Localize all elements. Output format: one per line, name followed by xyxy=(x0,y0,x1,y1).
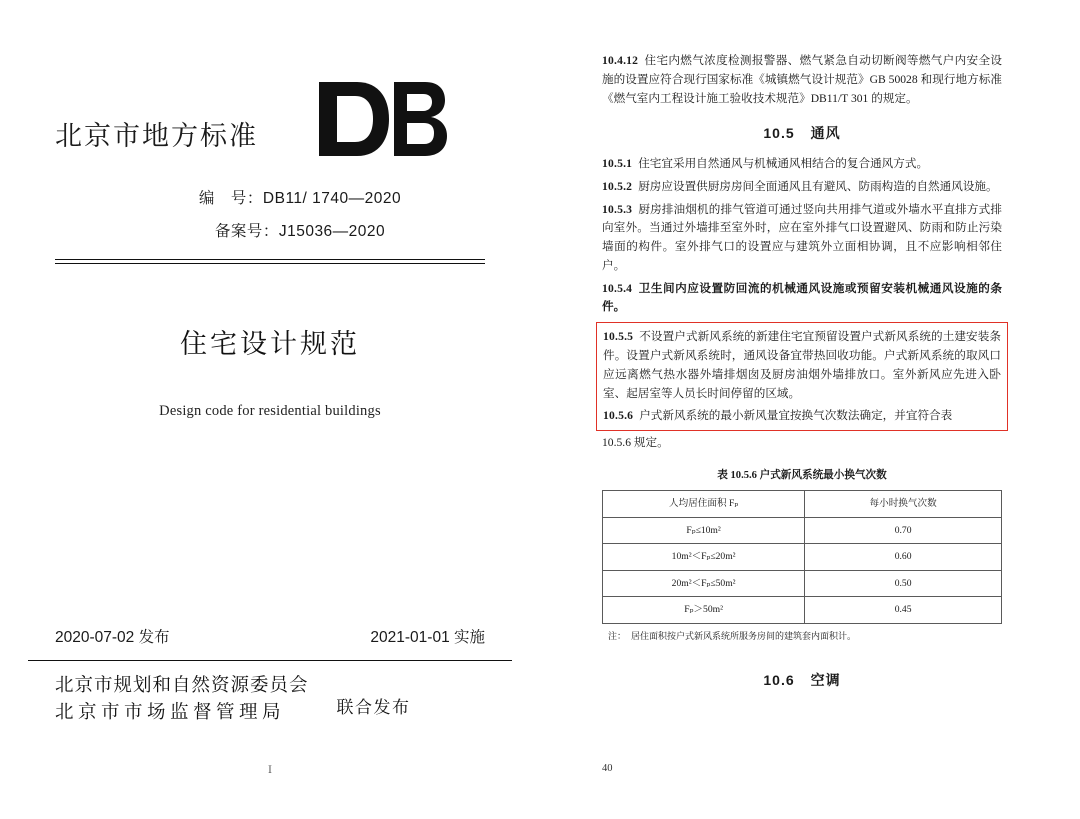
clause-10-5-2 xyxy=(602,178,1002,197)
table-row xyxy=(603,517,1002,544)
cover-page-marker: Ⅰ xyxy=(268,765,272,776)
col-header-rate: 每小时换气次数 xyxy=(805,491,1002,518)
issuer-names xyxy=(55,672,309,726)
clause-text: 户式新风系统的最小新风量宜按换气次数法确定，并宜符合表 xyxy=(639,409,953,423)
clause-text: 厨房排油烟机的排气管道可通过竖向共用排气道或外墙水平直排方式排向室外。当通过外墙排至室外时，应在室外排气口设置避风、防雨和防止污染墙面的构件。室外排气口的设置应与建筑外立面相协调，且不应影响相邻住户。 xyxy=(602,202,1002,272)
clause-text: 卫生间内应设置防回流的机械通风设施或预留安装机械通风设施的条件。 xyxy=(602,281,1002,314)
clause-number: 10.5.5 xyxy=(603,330,634,344)
cover-header xyxy=(55,78,485,160)
cell-rate: 0.60 xyxy=(805,544,1002,571)
clause-10-5-4 xyxy=(602,280,1002,318)
clause-text: 厨房应设置供厨房房间全面通风且有避风、防雨构造的自然通风设施。 xyxy=(638,179,998,193)
col-header-area: 人均居住面积 Fₚ xyxy=(603,491,805,518)
code-label: 编 号： xyxy=(198,190,263,207)
cover-dates xyxy=(55,625,485,647)
cell-area: 10m²＜Fₚ≤20m² xyxy=(603,544,805,571)
table-caption: 表 10.5.6 户式新风系统最小换气次数 xyxy=(717,469,887,481)
db-logo-icon xyxy=(315,78,447,160)
cell-area: 20m²＜Fₚ≤50m² xyxy=(603,570,805,597)
table-note-text: 居住面积按户式新风系统所服务房间的建筑套内面积计。 xyxy=(631,630,857,641)
issuer-1: 北京市规划和自然资源委员会 xyxy=(55,674,309,695)
publish-date: 2020-07-02 发布 xyxy=(55,629,170,646)
cell-area: Fₚ≤10m² xyxy=(603,517,805,544)
code-line xyxy=(115,186,485,208)
table-note xyxy=(602,629,1002,644)
table-note-label: 注： xyxy=(608,630,627,641)
clause-text: 住宅内燃气浓度检测报警器、燃气紧急自动切断阀等燃气户内安全设施的设置应符合现行国家标准《城镇燃气设计规范》GB 50028 和现行地方标准《燃气室内工程设计施工验收技术规范》DB11/T 301 的规定。 xyxy=(602,54,1002,105)
table-row xyxy=(603,544,1002,571)
cell-rate: 0.70 xyxy=(805,517,1002,544)
table-row xyxy=(603,570,1002,597)
clause-10-5-6 xyxy=(603,407,1001,426)
clause-number: 10.5.3 xyxy=(602,202,633,216)
table-row xyxy=(603,597,1002,624)
section-heading-10-6 xyxy=(602,669,1002,692)
body-page xyxy=(540,0,1080,819)
clause-10-5-6-continuation: 10.5.6 规定。 xyxy=(602,436,669,450)
effective-date: 2021-01-01 实施 xyxy=(370,629,485,646)
cell-area: Fₚ＞50m² xyxy=(603,597,805,624)
table-header-row xyxy=(603,491,1002,518)
section-title: 通风 xyxy=(810,125,841,142)
issuer-2: 北京市市场监督管理局 xyxy=(55,700,286,722)
highlighted-clause-box xyxy=(596,322,1008,431)
publisher-line: 北京市地方标准 xyxy=(55,121,258,151)
clause-number: 10.5.4 xyxy=(602,281,633,295)
section-number: 10.6 xyxy=(763,672,795,689)
cell-rate: 0.50 xyxy=(805,570,1002,597)
clause-text: 住宅宜采用自然通风与机械通风相结合的复合通风方式。 xyxy=(638,157,929,171)
standard-title-en: Design code for residential buildings xyxy=(159,403,381,419)
cell-rate: 0.45 xyxy=(805,597,1002,624)
clause-text: 不设置户式新风系统的新建住宅宜预留设置户式新风系统的土建安装条件。设置户式新风系统时，通风设备宜带热回收功能。户式新风系统的取风口应远离燃气热水器外墙排烟囱及厨房油烟外墙排放口。室外新风应先进入卧室、起居室等人员长时间停留的区域。 xyxy=(603,330,1001,400)
section-number: 10.5 xyxy=(763,125,795,142)
record-label: 备案号： xyxy=(214,223,279,240)
cover-code-block xyxy=(55,186,485,241)
clause-10-5-5 xyxy=(603,328,1001,403)
section-heading-10-5 xyxy=(602,122,1002,145)
cover-issuers xyxy=(55,672,485,726)
clause-number: 10.5.1 xyxy=(602,157,633,171)
page-number: 40 xyxy=(602,763,613,774)
clause-10-5-1 xyxy=(602,155,1002,174)
section-title: 空调 xyxy=(810,672,841,689)
clause-number: 10.5.2 xyxy=(602,179,633,193)
clause-number: 10.4.12 xyxy=(602,54,639,67)
clause-10-5-3 xyxy=(602,201,1002,276)
code-value: DB11/ 1740—2020 xyxy=(262,190,402,207)
cover-divider-top-2 xyxy=(55,263,485,264)
ventilation-rate-table xyxy=(602,490,1002,624)
joint-release-label: 联合发布 xyxy=(336,698,411,718)
standard-title: 住宅设计规范 xyxy=(180,329,360,359)
record-value: J15036—2020 xyxy=(278,223,386,240)
record-line xyxy=(115,219,485,241)
clause-10-4-12 xyxy=(602,52,1002,108)
cover-divider-bottom xyxy=(28,660,512,661)
clause-number: 10.5.6 xyxy=(603,409,634,423)
